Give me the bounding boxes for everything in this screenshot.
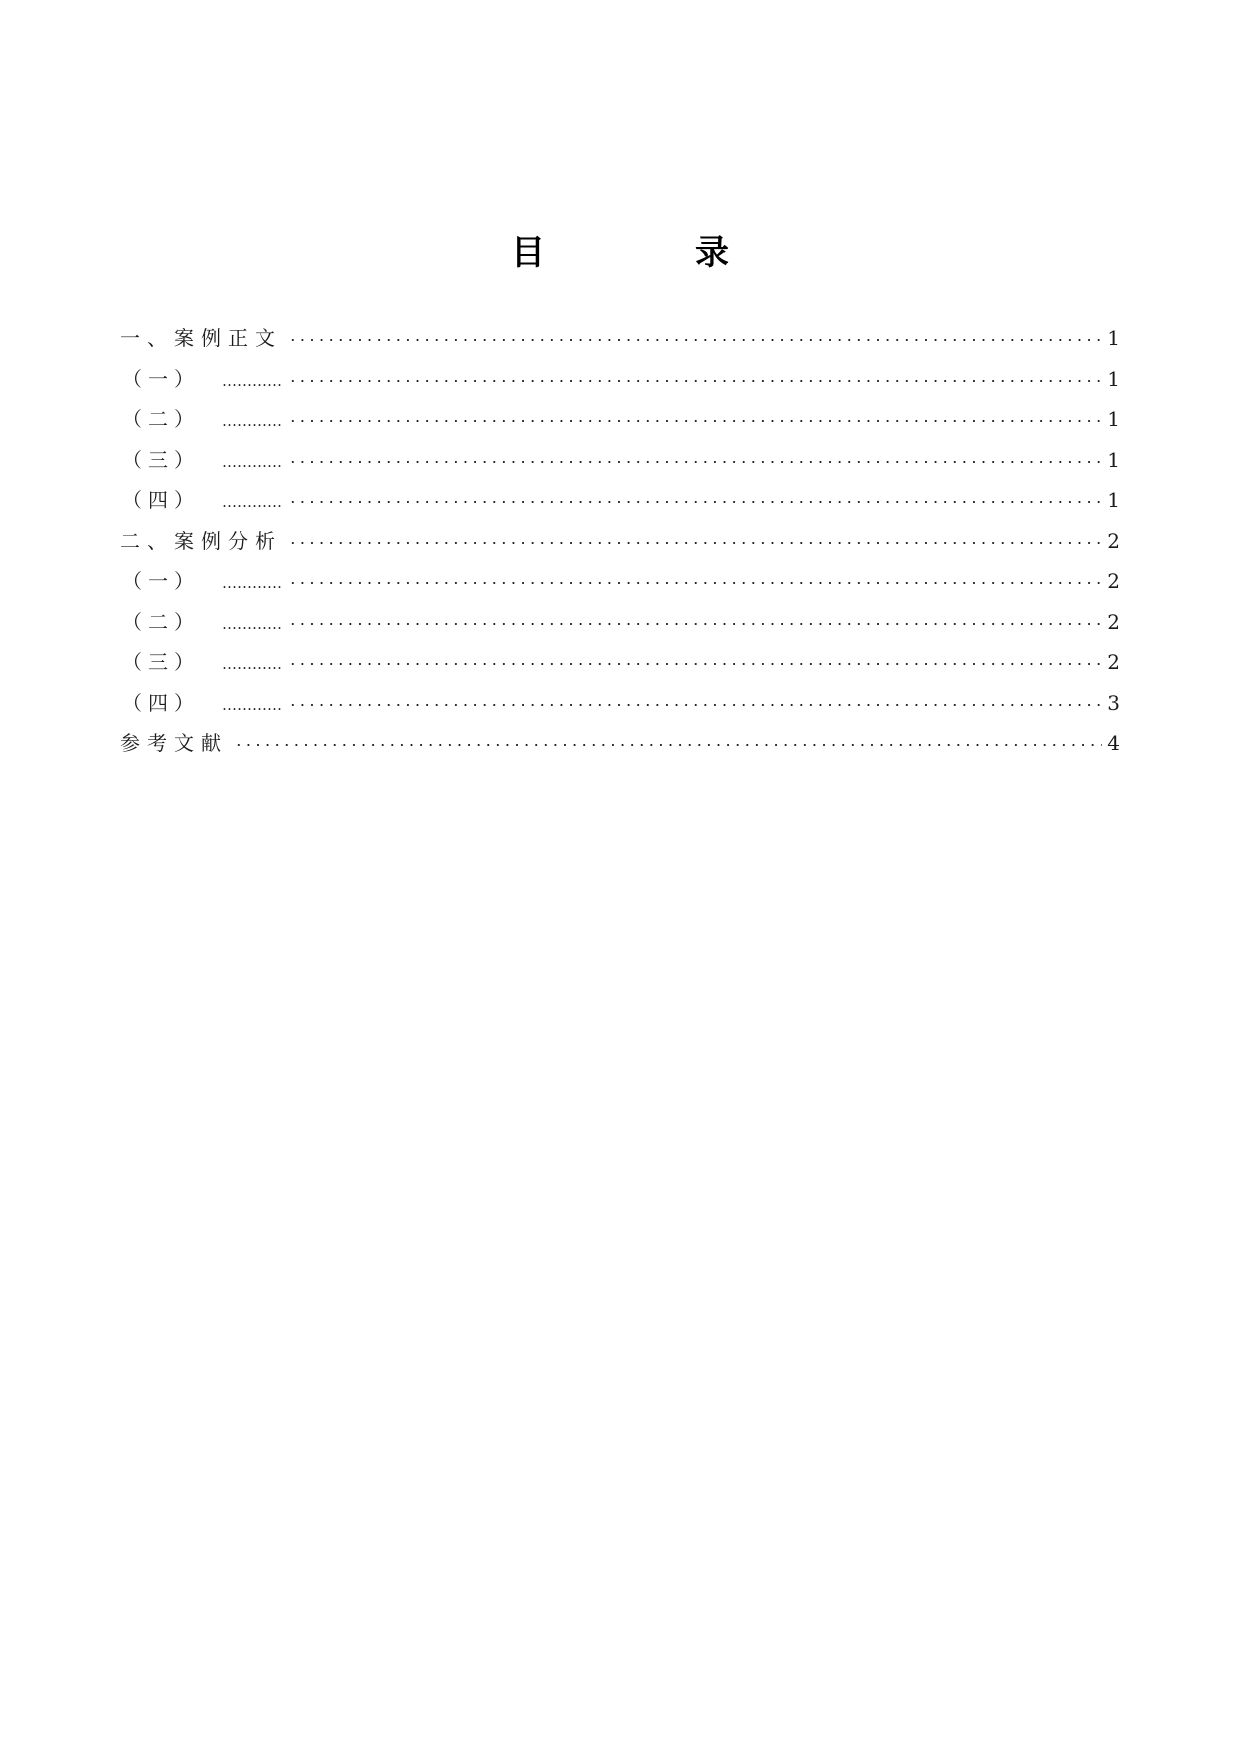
toc-entry-case-text-1[interactable] (120, 359, 1120, 400)
toc-entry-placeholder: ………… (222, 695, 282, 714)
toc-entry-label: （一） (122, 366, 200, 391)
toc-dot-leader (288, 704, 1102, 706)
toc-page-number: 3 (1107, 690, 1120, 715)
toc-page-number: 1 (1107, 366, 1120, 391)
toc-entry-references[interactable] (120, 723, 1120, 764)
toc-entry-placeholder: ………… (222, 412, 282, 430)
toc-entry-case-text[interactable] (120, 318, 1120, 359)
toc-entry-label: 一、案例正文 (120, 326, 282, 350)
toc-entry-placeholder: ………… (222, 452, 282, 471)
toc-page-number: 1 (1107, 447, 1120, 472)
toc-page-number: 1 (1107, 326, 1120, 350)
toc-entry-case-analysis[interactable] (120, 521, 1120, 562)
toc-page-number: 2 (1107, 650, 1120, 674)
toc-dot-leader (288, 461, 1102, 463)
toc-entry-label: （三） (122, 650, 200, 674)
toc-page-number: 2 (1107, 528, 1120, 553)
toc-entry-case-analysis-4[interactable] (120, 683, 1120, 724)
toc-dot-leader (288, 380, 1102, 382)
toc-list (120, 318, 1120, 764)
toc-entry-label: （三） (122, 447, 200, 472)
toc-entry-case-analysis-3[interactable] (120, 642, 1120, 683)
toc-entry-case-text-3[interactable] (120, 440, 1120, 481)
toc-page-number: 1 (1107, 407, 1120, 431)
toc-entry-case-text-2[interactable] (120, 399, 1120, 440)
toc-entry-case-text-4[interactable] (120, 480, 1120, 521)
toc-title-char-2: 录 (695, 233, 729, 273)
toc-entry-placeholder: ………… (222, 614, 282, 633)
toc-dot-leader (288, 582, 1102, 584)
toc-title (0, 228, 1241, 278)
toc-entry-label: （四） (122, 690, 200, 715)
toc-dot-leader (288, 623, 1102, 625)
toc-dot-leader (288, 501, 1102, 503)
toc-title-char-1: 目 (511, 233, 545, 273)
toc-entry-case-analysis-2[interactable] (120, 602, 1120, 643)
toc-page-number: 2 (1107, 569, 1120, 593)
toc-entry-label: （一） (122, 569, 200, 593)
toc-entry-label: （二） (122, 407, 200, 431)
toc-entry-placeholder: ………… (222, 655, 282, 673)
toc-dot-leader (288, 420, 1102, 422)
toc-page-number: 4 (1107, 731, 1120, 755)
toc-entry-case-analysis-1[interactable] (120, 561, 1120, 602)
toc-dot-leader (288, 542, 1102, 544)
toc-dot-leader (288, 339, 1102, 341)
toc-dot-leader (234, 744, 1102, 746)
toc-entry-label: 二、案例分析 (120, 528, 282, 553)
toc-entry-placeholder: ………… (222, 371, 282, 390)
toc-dot-leader (288, 663, 1102, 665)
toc-entry-label: 参考文献 (120, 731, 228, 755)
toc-entry-placeholder: ………… (222, 493, 282, 511)
toc-entry-label: （二） (122, 609, 200, 634)
toc-page-number: 1 (1107, 488, 1120, 512)
toc-entry-placeholder: ………… (222, 574, 282, 592)
toc-entry-label: （四） (122, 488, 200, 512)
toc-page-number: 2 (1107, 609, 1120, 634)
